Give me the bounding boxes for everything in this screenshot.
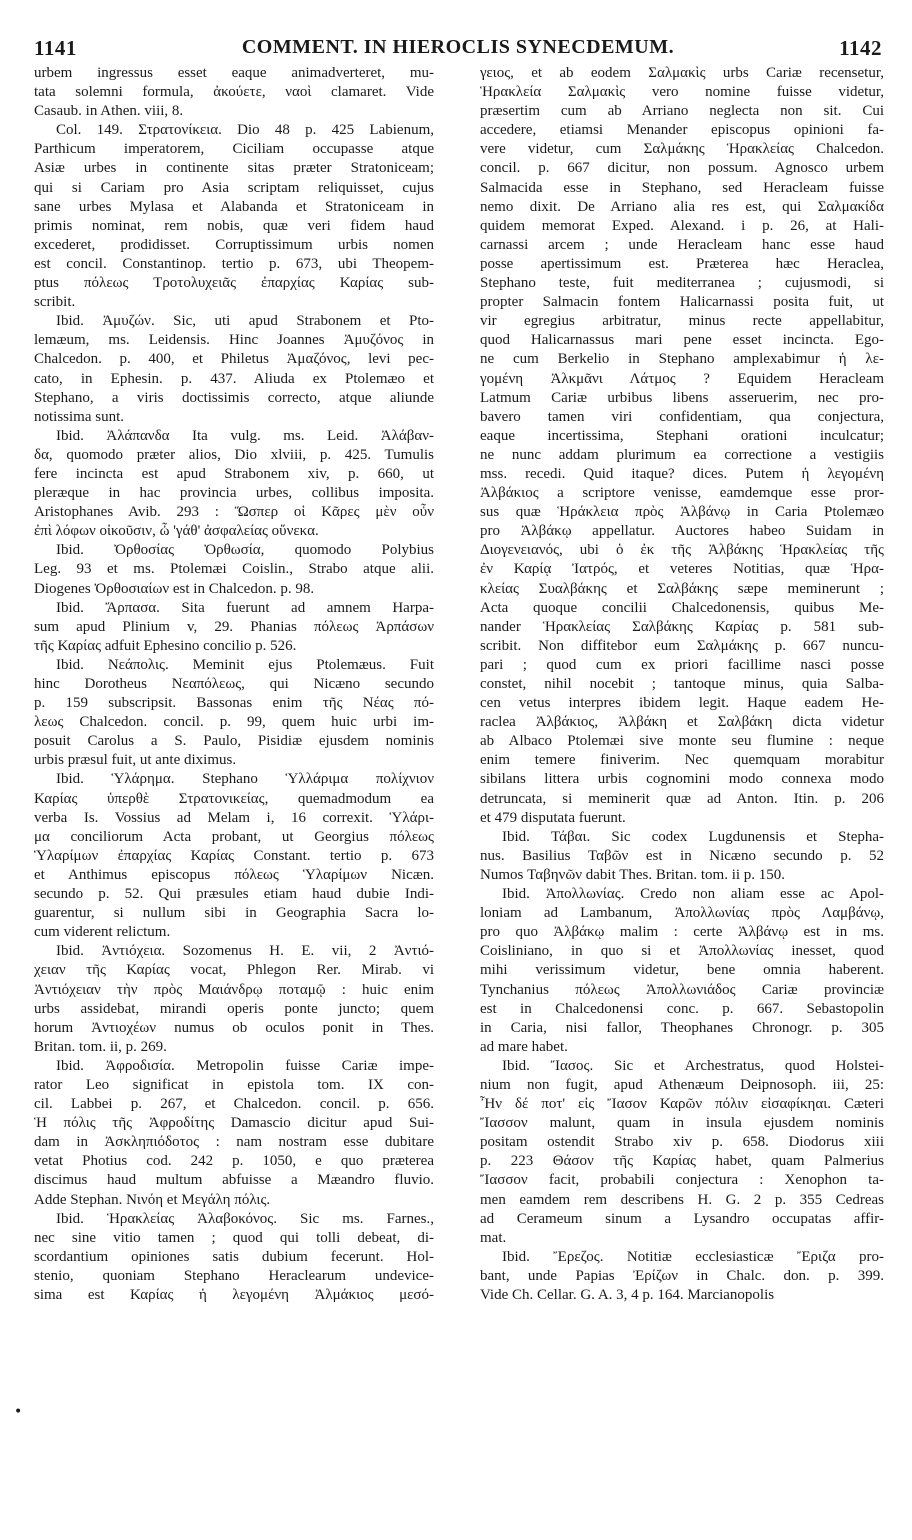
text-line: quod Halicarnassus mari pene esset incincta. Ego-	[480, 332, 884, 349]
text-line: positam ostendit Strabo xiv p. 658. Diodorus xiii	[480, 1134, 884, 1151]
text-line: detruncata, si meminerit quæ ad Anton. Itin. p. 206	[480, 790, 884, 807]
text-line: Adde Stephan. Νινόη et Μεγάλη πόλις.	[34, 1191, 271, 1208]
text-line: constet, nihil nocebit ; tantoque minus, quia Salba-	[480, 676, 884, 692]
text-line: cil. Labbei p. 267, et Chalcedon. concil. p. 656.	[34, 1096, 434, 1113]
text-line: in Caria, nisi fallor, Theophanes Chronogr. p. 305	[480, 1019, 884, 1036]
text-line: posse apertissimum est. Præterea hæc Heraclea,	[480, 255, 884, 272]
text-line: Ἴασσον malunt, quam in insula ejusdem nominis	[480, 1115, 884, 1132]
text-line: enim temere finiverim. Nec quemquam morabitur	[480, 752, 884, 769]
text-line: concil. p. 667 dicitur, non possum. Agnosco urbem	[480, 160, 884, 177]
text-line: ἐν Καρίᾳ Ἰατρός, et veteres Notitias, quæ Ἡρα-	[480, 561, 884, 578]
text-line: τῆς Καρίας adfuit Ephesino concilio p. 526.	[34, 637, 297, 654]
text-line: κλείας Συαλβάκης et Σαλβάκης sæpe meminerunt ;	[480, 580, 884, 597]
text-line: Ibid. Ἴασος. Sic et Archestratus, quod Holstei-	[502, 1057, 884, 1074]
text-line: p. 223 Θάσον τῆς Καρίας habet, quam Palmerius	[480, 1153, 884, 1170]
text-line: Ibid. Νεάπολις. Meminit ejus Ptolemæus. Fuit	[56, 656, 434, 673]
text-line: μα conciliorum Acta probant, ut Georgius πόλεως	[34, 828, 434, 845]
text-line: Britan. tom. ii, p. 269.	[34, 1038, 167, 1055]
text-line: excederet, prodidisset. Corruptissimum urbis nomen	[34, 236, 434, 253]
text-line: ad Cerameum sinum a Lysandro occupatas affir-	[480, 1210, 884, 1227]
text-line: pleræque in hac provincia urbes, collibus imposita.	[34, 485, 434, 502]
text-line: Καρίας ὑπερθὲ Στρατονικείας, quemadmodum ea	[34, 790, 434, 807]
text-line: mihi verissimum videtur, bene omnia haberent.	[480, 962, 884, 979]
text-line: vere videtur, cum Σαλμάκης Ἡρακλείας Chalcedon.	[480, 141, 884, 158]
text-line: est in Chalcedonensi conc. p. 667. Sebastopolin	[480, 1000, 884, 1017]
text-line: eaque incertissima, Stephani orationi inculcatur;	[480, 427, 884, 444]
text-line: Chalcedon. p. 400, et Philetus Ἀμαζόνος, levi pec-	[34, 351, 434, 368]
text-line: Ὑλαρίμων ἐπαρχίας Καρίας Constant. tertio p. 673	[34, 847, 434, 864]
text-line: Ibid. Ἄρπασα. Sita fuerunt ad amnem Harpa-	[56, 599, 434, 616]
text-line: et 479 disputata fuerunt.	[480, 809, 626, 826]
text-line: scordantium opiniones satis dubium fecerunt. Hol-	[34, 1248, 434, 1265]
text-line: Ibid. Ἀλάπανδα Ita vulg. ms. Leid. Ἀλάβαν-	[56, 427, 434, 444]
text-line: sus quæ Ἡράκλεια πρὸς Ἀλβάνῳ in Caria Ptolemæo	[480, 504, 884, 521]
margin-mark: •	[14, 1404, 23, 1420]
text-line: ne cum Berkelio in Stephano amplexabimur ἡ λε-	[480, 351, 884, 368]
text-line: Tynchanius πόλεως Ἀπολλωνιάδος Cariæ provinciæ	[480, 981, 884, 998]
text-line: verba Is. Vossius ad Melam i, 16 correxit. Ὑλάρι-	[34, 809, 434, 826]
text-line: Ἴασσον facit, probabili conjectura : Xenophon ta-	[480, 1172, 884, 1189]
text-line: fere incincta est apud Strabonem xiv, p. 660, ut	[34, 465, 434, 482]
text-line: γειος, et ab eodem Σαλμακὶς urbs Cariæ recensetur,	[480, 65, 884, 81]
text-line: ad mare habet.	[480, 1038, 568, 1055]
text-line: Salmacida esse in Stephano, sed Heracleam fuisse	[480, 179, 884, 196]
text-line: Numos Ταβηνῶν dabit Thes. Britan. tom. ii p. 150.	[480, 866, 786, 883]
text-line: Stephano teste, fuit mediterranea ; cujusmodi, si	[480, 275, 884, 292]
text-line: secundo p. 52. Qui præsules etiam haud dubie Indi-	[34, 886, 434, 903]
left-column	[34, 64, 434, 1305]
text-line: raclea Ἀλβάκιος, Ἀλβάκη et Σαλβάκη dicta videtur	[480, 714, 884, 731]
text-line: χειαν τῆς Καρίας vocat, Phlegon Rer. Mirab. vi	[34, 962, 434, 979]
text-line: pro quo Ἀλβάκῳ malim : certe Ἀλβάνῳ est in ms.	[480, 924, 884, 941]
text-line: Ἀλβάκιος a scriptore venisse, eamdemque esse pror-	[480, 485, 884, 502]
text-line: dam in Ἀσκληπιόδοτος : nam nostram esse dubitare	[34, 1134, 434, 1151]
text-line: accedere, etiamsi Menander episcopus opinioni fa-	[480, 122, 884, 139]
text-line: lemæum, ms. Leidensis. Hinc Joannes Ἀμυζόνος in	[34, 332, 434, 349]
text-line: sum apud Plinium v, 29. Phanias πόλεως Ἀρπάσων	[34, 618, 434, 635]
text-line: Ibid. Ἀφροδισία. Metropolin fuisse Cariæ impe-	[56, 1057, 434, 1074]
text-line: Vide Ch. Cellar. G. A. 3, 4 p. 164. Marcianopolis	[480, 1287, 775, 1303]
text-line: et Anthimus episcopus πόλεως Ὑλαρίμων Nicæn.	[34, 866, 434, 883]
text-line: sibilans littera urbis cognomini modo connexa modo	[480, 771, 884, 788]
text-line: Parthicum imperatorem, Ciciliam occupasse atque	[34, 141, 434, 158]
text-line: discimus haud multum abfuisse a Mæandro fluvio.	[34, 1172, 434, 1189]
text-line: scribit.	[34, 294, 76, 311]
text-line: cum viderent relictum.	[34, 924, 171, 941]
text-line: Casaub. in Athen. viii, 8.	[34, 103, 184, 120]
page-number-right: 1142	[839, 36, 882, 60]
text-line: notissima sunt.	[34, 408, 125, 425]
text-line: p. 159 subscripsit. Bassonas enim τῆς Νέας πό-	[34, 695, 434, 712]
text-line: quidem memorat Exped. Alexand. i p. 26, at Hali-	[480, 217, 884, 234]
text-line: men eamdem rem describens H. G. 2 p. 355 Cedreas	[480, 1191, 884, 1208]
text-line: nus. Basilius Ταβῶν est in Nicæno secundo p. 52	[480, 847, 884, 864]
text-line: urbem ingressus esset eaque animadverteret, mu-	[34, 65, 434, 81]
text-line: primis nominat, rem nobis, quæ veri fidem haud	[34, 217, 434, 234]
text-line: Leg. 93 et ms. Ptolemæi Coislin., Strabo atque alii.	[34, 561, 434, 578]
text-line: bant, unde Papias Ἐρίζων in Chalc. don. p. 399.	[480, 1267, 884, 1284]
text-line: pro Ἀλβάκῳ appellatur. Auctores habeo Suidam in	[480, 523, 884, 540]
text-line: Ἦν δέ ποτ' εἰς Ἴασον Καρῶν πόλιν εἰσαφίκηαι. Cæteri	[480, 1096, 884, 1113]
text-line: scribit. Non diffitebor eum Σαλμάκης p. 667 nuncu-	[480, 637, 884, 654]
text-line: sima est Καρίας ἡ λεγομένη Ἀλμάκιος μεσό-	[34, 1287, 434, 1303]
text-line: urbis præsul fuit, ut ante diximus.	[34, 752, 237, 769]
page-number-left: 1141	[34, 36, 77, 60]
text-line: tata solemni formula, ἀκούετε, ναοὶ clamaret. Vide	[34, 84, 434, 101]
text-line: Ibid. Ἀπολλωνίας. Credo non aliam esse ac Apol-	[502, 886, 884, 903]
text-line: stenio, quoniam Stephano Heraclearum undevice-	[34, 1267, 434, 1284]
text-line: nander Ἡρακλείας Σαλβάκης Καρίας p. 581 sub-	[480, 618, 884, 635]
text-line: Ἀντιόχειαν τὴν πρὸς Μαιάνδρῳ ποταμῷ : huic enim	[34, 981, 434, 998]
text-line: præsertim cum ab Arriano neglecta non sit. Cui	[480, 103, 884, 120]
text-line: rator Leo significat in epistola tom. IX con-	[34, 1076, 434, 1093]
right-column	[480, 64, 884, 1305]
text-line: Ibid. Τάβαι. Sic codex Lugdunensis et Stepha-	[502, 828, 884, 845]
text-line: γομένη Ἀλκμᾶνι Λάτμος ? Equidem Heracleam	[480, 370, 884, 387]
text-line: Acta quoque concilii Chalcedonensis, quibus Me-	[480, 599, 884, 616]
text-line: qui si Cariam pro Asia scriptam reliquisset, cujus	[34, 179, 434, 196]
text-line: Asiæ urbes in continente sitas præter Stratoniceam;	[34, 160, 434, 177]
text-line: pari ; quod cum ex priori facillime nasci posse	[480, 656, 884, 673]
text-line: loniam ad Lambanum, Ἀπολλωνίας πρὸς Λαμβάνῳ,	[480, 905, 884, 922]
text-line: propter Salmacin fontem Halicarnassi posita fuit, ut	[480, 294, 884, 311]
text-line: ne nunc addam plurimum ea correctione a vestigiis	[480, 446, 884, 463]
running-title: COMMENT. IN HIEROCLIS SYNECDEMUM.	[241, 36, 675, 58]
text-line: Ibid. Ἀμυζών. Sic, uti apud Strabonem et Pto-	[56, 313, 434, 330]
text-line: nec sine vitio tamen ; quod qui tolli debeat, di-	[34, 1229, 434, 1246]
text-line: mss. recedi. Quid itaque? dices. Putem ἡ λεγομένη	[480, 465, 884, 482]
text-line: guarentur, si nullum sibi in Geographia Sacra lo-	[34, 905, 434, 922]
text-line: sane urbes Mylasa et Alabanda et Stratoniceam in	[34, 198, 434, 215]
text-line: Diogenes Ὀρθοσιαίων est in Chalcedon. p. 98.	[34, 580, 315, 597]
text-line: ἐπὶ λόφων οἰκοῦσιν, ὦ 'γάθ' ἀσφαλείας οὕνεκα.	[34, 523, 319, 540]
text-line: est concil. Constantinop. tertio p. 673, ubi Theopem-	[34, 255, 434, 272]
text-line: bavero tamen viri confidentiam, qua conjectura,	[480, 408, 884, 425]
text-line: hinc Dorotheus Νεαπόλεως, qui Nicæno secundo	[34, 676, 434, 692]
text-line: Διογενειανός, ubi ὁ ἐκ τῆς Ἀλβάκης Ἡρακλείας τῆς	[480, 542, 884, 559]
text-line: vetat Photius cod. 242 p. 1050, e quo præterea	[34, 1153, 434, 1170]
text-line: Aristophanes Avib. 293 : Ὥσπερ οἱ Κᾶρες μὲν οὖν	[34, 504, 434, 521]
text-line: δα, quomodo præter alios, Dio xlviii, p. 425. Tumulis	[34, 446, 434, 463]
text-line: Ibid. Ἡρακλείας Ἀλαβοκόνος. Sic ms. Farnes.,	[56, 1210, 434, 1227]
text-line: vir egregius arbitratur, minus recte appellabitur,	[480, 313, 884, 330]
text-line: mat.	[480, 1229, 507, 1246]
text-line: nium non fugit, apud Athenæum Deipnosoph. iii, 25:	[480, 1076, 884, 1093]
text-line: carnassi arcem ; unde Heracleam hanc esse haud	[480, 236, 884, 253]
text-line: ab Albaco Ptolemæi sive monte seu flumine : neque	[480, 733, 884, 750]
text-line: cato, in Ephesin. p. 437. Aliuda ex Ptolemæo et	[34, 370, 434, 387]
text-line: Ibid. Ὀρθοσίας Ὀρθωσία, quomodo Polybius	[56, 542, 434, 559]
text-line: Ἡ πόλις τῆς Ἀφροδίτης Damascio dicitur apud Sui-	[34, 1115, 434, 1132]
text-line: posuit Carolus a S. Paulo, Pisidiæ ejusdem nominis	[34, 733, 434, 750]
text-line: Ibid. Ὑλάρημα. Stephano Ὑλλάριμα πολίχνιον	[56, 771, 434, 788]
text-line: Ibid. Ἔρεζος. Notitiæ ecclesiasticæ Ἔριζα pro-	[502, 1248, 884, 1265]
text-line: urbs assidebat, mirandi operis ponte juncto; quem	[34, 1000, 434, 1017]
text-line: ptus πόλεως Τροτολυχειᾶς ἐπαρχίας Καρίας sub-	[34, 275, 434, 292]
text-line: λεως Chalcedon. concil. p. 99, quem huic urbi im-	[34, 714, 434, 731]
text-line: Stephano, a viris doctissimis correcto, atque aliunde	[34, 389, 434, 406]
text-line: Ibid. Ἀντιόχεια. Sozomenus H. E. vii, 2 Ἀντιό-	[56, 943, 434, 960]
text-line: horum Ἀντιοχέων numus ob oculos ponit in Thes.	[34, 1019, 434, 1036]
text-line: Latmum Cariæ urbibus libens asseruerim, nec pro-	[480, 389, 884, 406]
text-line: cen vetus interpres ibidem legit. Haque eadem He-	[480, 695, 884, 712]
text-line: nemo dixit. De Arriano alia res est, qui Σαλμακίδα	[480, 198, 884, 215]
text-line: Coisliniano, in quo si et Ἀπολλωνίας inesset, quod	[480, 943, 884, 960]
text-line: Col. 149. Στρατονίκεια. Dio 48 p. 425 Labienum,	[56, 122, 434, 139]
text-line: Ἡρακλεία Σαλμακὶς vero nomine fuisse videtur,	[480, 84, 884, 101]
